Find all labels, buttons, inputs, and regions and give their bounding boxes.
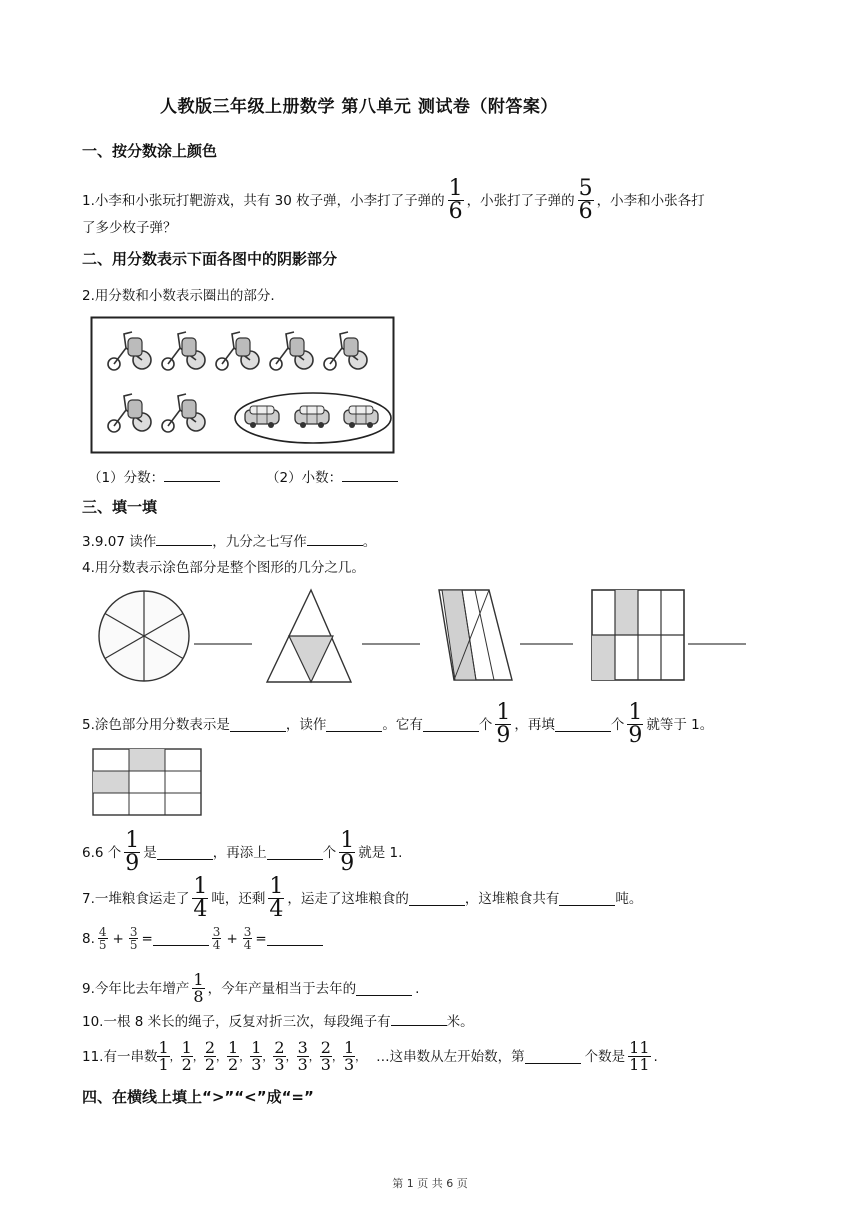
q1-fraction-2: $\frac{5}{6}$	[578, 176, 593, 224]
q5-grid-figure	[92, 748, 202, 818]
q3-blank-2[interactable]	[307, 532, 363, 546]
q11-number-sequence	[157, 1040, 366, 1073]
q11-sequence-fraction: $\frac{2}{3}$	[320, 1038, 331, 1074]
car-icons	[245, 406, 378, 428]
question-6: 6.6 个 $\frac{1}{9}$ 是 ，再添上 个 $\frac{1}{9}$ 就是 1.	[82, 828, 403, 876]
q8-blank-2[interactable]	[267, 932, 323, 946]
q7-fraction-2: $\frac{1}{4}$	[269, 874, 284, 922]
q11-sequence-fraction: $\frac{1}{3}$	[251, 1038, 262, 1074]
question-9: 9.今年比去年增产 $\frac{1}{8}$ ，今年产量相当于去年的 .	[82, 970, 420, 1006]
toy-car-icon	[344, 406, 378, 428]
rectangle-eighths-shape	[592, 590, 684, 680]
q11-sequence-fraction: $\frac{1}{3}$	[343, 1038, 355, 1074]
bike-icon	[108, 394, 151, 432]
sequence-separator: ，	[192, 1049, 204, 1063]
toy-car-icon	[295, 406, 329, 428]
question-10: 10.一根 8 米长的绳子，反复对折三次，每段绳子有 米。	[82, 1014, 474, 1030]
sequence-separator: ，	[308, 1049, 320, 1063]
q8-fraction-1: $\frac{4}{5}$	[98, 925, 107, 952]
q5-blank-4[interactable]	[555, 718, 611, 732]
bike-icon	[324, 332, 367, 370]
sequence-separator: ，	[355, 1049, 367, 1063]
q8-fraction-3: $\frac{3}{4}$	[212, 925, 221, 952]
sequence-separator: ，	[239, 1049, 251, 1063]
q7-blank-1[interactable]	[409, 892, 465, 906]
triangle-quarters-shape	[267, 590, 351, 682]
q1-line-2: 了多少枚子弹？	[82, 220, 177, 236]
q11-sequence-fraction: $\frac{2}{3}$	[274, 1038, 285, 1074]
q7-blank-2[interactable]	[559, 892, 615, 906]
q3-blank-1[interactable]	[156, 532, 212, 546]
sequence-separator: ，	[285, 1049, 297, 1063]
question-11: 11.有一串数 $\frac{1}{1}$ ， $\frac{1}{2}$ ， $\frac{2}{2}$ ， $\frac{1}{2}$ ， $\frac{1}{3}$ ， $\frac{2}{3}$ ， $\frac{3}{3}$ ， $\frac{2}{3}$ ， $\frac{1}{3}$ ， …这串数从左开始数，第 个数是 $\frac{11}{11}$ .	[82, 1038, 658, 1074]
bike-icon	[216, 332, 259, 370]
q11-blank[interactable]	[525, 1050, 581, 1064]
q6-blank-1[interactable]	[157, 846, 213, 860]
q2-decimal-blank[interactable]	[342, 468, 398, 482]
q11-sequence-fraction: $\frac{1}{2}$	[228, 1038, 239, 1074]
q6-blank-2[interactable]	[267, 846, 323, 860]
q8-fraction-2: $\frac{3}{5}$	[129, 925, 138, 952]
q1-fraction-1: $\frac{1}{6}$	[448, 176, 463, 224]
question-2: 2.用分数和小数表示圈出的部分.	[82, 288, 275, 304]
section-4-heading: 四、在横线上填上“>”“<”成“=”	[82, 1088, 314, 1106]
q2-fraction-blank[interactable]	[164, 468, 220, 482]
q11-sequence-fraction: $\frac{1}{1}$	[158, 1038, 169, 1074]
q1-text-part2: ，小张打了子弹的	[466, 192, 575, 209]
q10-blank[interactable]	[391, 1012, 447, 1026]
q4-shapes	[90, 584, 770, 688]
question-4: 4.用分数表示涂色部分是整个图形的几分之几。	[82, 560, 365, 576]
question-8: 8. $\frac{4}{5}$ + $\frac{3}{5}$ = $\frac{3}{4}$ + $\frac{3}{4}$ =	[82, 926, 323, 951]
q2-answer-decimal: （2）小数：	[266, 468, 398, 488]
sequence-separator: ，	[169, 1049, 181, 1063]
question-3: 3.9.07 读作 ，九分之七写作 。	[82, 534, 377, 550]
q5-fraction-2: $\frac{1}{9}$	[628, 700, 643, 748]
toy-car-icon	[245, 406, 279, 428]
q1-text-part1: 1.小李和小张玩打靶游戏，共有 30 枚子弹，小李打了子弹的	[82, 192, 445, 209]
bike-icon	[162, 332, 205, 370]
q5-blank-1[interactable]	[230, 718, 286, 732]
q6-fraction-2: $\frac{1}{9}$	[340, 828, 355, 876]
q5-blank-2[interactable]	[326, 718, 382, 732]
q5-blank-3[interactable]	[423, 718, 479, 732]
q2-answer-fraction: （1）分数：	[88, 468, 220, 488]
q9-blank[interactable]	[356, 982, 412, 996]
q11-sequence-fraction: $\frac{3}{3}$	[297, 1038, 308, 1074]
q8-blank-1[interactable]	[153, 932, 209, 946]
q11-sequence-fraction: $\frac{1}{2}$	[181, 1038, 192, 1074]
q9-fraction: $\frac{1}{8}$	[193, 970, 204, 1006]
sequence-separator: ，	[262, 1049, 274, 1063]
q11-fraction-target: $\frac{11}{11}$	[629, 1038, 650, 1074]
question-7: 7.一堆粮食运走了 $\frac{1}{4}$ 吨，还剩 $\frac{1}{4}$ ，运走了这堆粮食的 ，这堆粮食共有 吨。	[82, 874, 643, 922]
q7-fraction-1: $\frac{1}{4}$	[193, 874, 208, 922]
bike-icon	[270, 332, 313, 370]
q5-fraction-1: $\frac{1}{9}$	[496, 700, 511, 748]
q2-figure-bikes-and-cars	[90, 316, 395, 456]
section-3-heading: 三、填一填	[82, 498, 158, 516]
parallelogram-strips-shape	[439, 590, 512, 680]
page-footer: 第 1 页 共 6 页	[392, 1177, 468, 1190]
sequence-separator: ，	[216, 1049, 228, 1063]
q1-text-part3: ，小李和小张各打	[596, 192, 705, 209]
question-5: 5.涂色部分用分数表示是 ，读作 。它有 个 $\frac{1}{9}$ ，再填 个 $\frac{1}{9}$ 就等于 1。	[82, 700, 714, 748]
q11-sequence-fraction: $\frac{2}{2}$	[204, 1038, 216, 1074]
question-1	[82, 178, 705, 223]
sequence-separator: ，	[331, 1049, 343, 1063]
circle-sixths-shape	[99, 591, 189, 681]
section-1-heading: 一、按分数涂上颜色	[82, 142, 218, 160]
page-title: 人教版三年级上册数学 第八单元 测试卷（附答案）	[160, 97, 558, 117]
bike-icon	[162, 394, 205, 432]
q6-fraction-1: $\frac{1}{9}$	[125, 828, 140, 876]
q8-fraction-4: $\frac{3}{4}$	[243, 925, 252, 952]
section-2-heading: 二、用分数表示下面各图中的阴影部分	[82, 250, 338, 268]
bike-icon	[108, 332, 151, 370]
